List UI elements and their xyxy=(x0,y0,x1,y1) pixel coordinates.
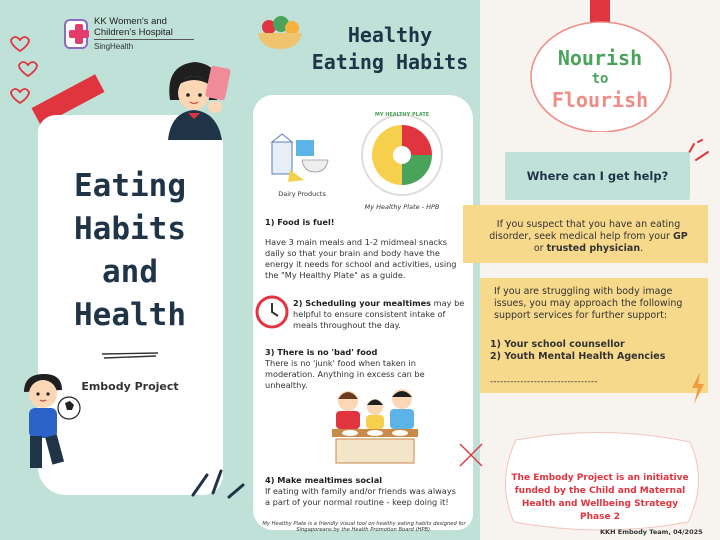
help-heading: Where can I get help? xyxy=(526,169,669,183)
social-body: If eating with family and/or friends was always a part of your normal routine - keep doing it! xyxy=(265,486,456,507)
cover-title-line-1: Eating xyxy=(74,168,186,204)
plate-caption: My Healthy Plate - HPB xyxy=(364,203,440,211)
cover-title-line-4: Health xyxy=(74,297,186,333)
logo-line-3: SingHealth xyxy=(94,39,194,52)
physician-label: trusted physician xyxy=(546,243,641,254)
scheduling-item xyxy=(293,298,465,331)
nourish-to-flourish xyxy=(520,46,680,112)
plate-footnote: My Healthy Plate is a friendly visual tool on healthy eating habits designed for Singaporeans by the Health Promotion Board (HPB). xyxy=(262,521,466,533)
logo-line-2: Children's Hospital xyxy=(94,27,173,38)
scheduling-body: may be helpful to ensure consistent intake of meals throughout the day. xyxy=(293,298,465,330)
body-image-text: If you are struggling with body image issues, you may approach the following support services for further support: xyxy=(494,286,683,321)
kkh-logo xyxy=(64,16,194,52)
eating-disorder-text: If you suspect that you have an eating disorder, seek medical help from your GP or trusted physician. xyxy=(489,219,688,254)
support-item-1: 1) Your school counsellor xyxy=(490,339,625,350)
flourish-word: Flourish xyxy=(551,88,649,112)
credit-line: KKH Embody Team, 04/2025 xyxy=(600,528,703,536)
logo-line-1: KK Women's and xyxy=(94,16,167,27)
to-word: to xyxy=(591,71,609,87)
kkh-logo-text xyxy=(94,16,194,52)
food-bowl-icon xyxy=(255,15,305,53)
healthy-eating-panel xyxy=(245,0,480,540)
dairy-caption: Dairy Products xyxy=(278,190,326,198)
title-underline-doodle xyxy=(100,350,160,360)
accent-lines-doodle xyxy=(185,455,245,500)
gp-label: GP xyxy=(672,231,688,242)
clock-icon xyxy=(255,295,289,329)
no-bad-food-body: There is no 'junk' food when taken in moderation. Anything in excess can be unhealthy. xyxy=(265,358,425,390)
healthy-eating-title-line-1: Healthy xyxy=(347,23,433,47)
food-fuel-heading: 1) Food is fuel! xyxy=(265,217,335,227)
food-fuel-body: Have 3 main meals and 1-2 midmeal snacks daily so that your brain and body have the energy it needs for school and activities, using the "My Healthy Plate" as a guide. xyxy=(265,237,457,280)
support-item-2: 2) Youth Mental Health Agencies xyxy=(490,351,666,362)
healthy-plate-illustration xyxy=(357,110,447,200)
healthy-eating-title xyxy=(305,22,475,76)
lightning-doodle xyxy=(688,370,708,406)
no-bad-food-heading: 3) There is no 'bad' food xyxy=(265,347,378,357)
girl-with-phone-illustration xyxy=(150,55,235,145)
nourish-word: Nourish xyxy=(557,46,643,70)
dash-divider: -------------------------------- xyxy=(490,377,598,387)
kkh-logo-mark xyxy=(64,19,88,49)
healthy-eating-title-line-2: Eating Habits xyxy=(311,50,469,74)
scheduling-heading: 2) Scheduling your mealtimes xyxy=(293,298,432,308)
cover-title-line-3: and xyxy=(102,254,158,290)
cover-panel xyxy=(0,0,245,540)
family-meal-illustration xyxy=(330,385,420,467)
boy-with-football-illustration xyxy=(12,370,87,480)
plate-label: MY HEALTHY PLATE xyxy=(374,112,430,118)
social-heading: 4) Make mealtimes social xyxy=(265,475,383,485)
project-name: Embody Project xyxy=(81,380,179,393)
cross-doodle xyxy=(456,440,486,470)
embody-note: The Embody Project is an initiative funded by the Child and Maternal Health and Wellbeing Strategy Phase 2 xyxy=(511,473,689,522)
cover-title-line-2: Habits xyxy=(74,211,186,247)
cover-title xyxy=(40,165,220,337)
dairy-products-illustration xyxy=(270,132,332,184)
